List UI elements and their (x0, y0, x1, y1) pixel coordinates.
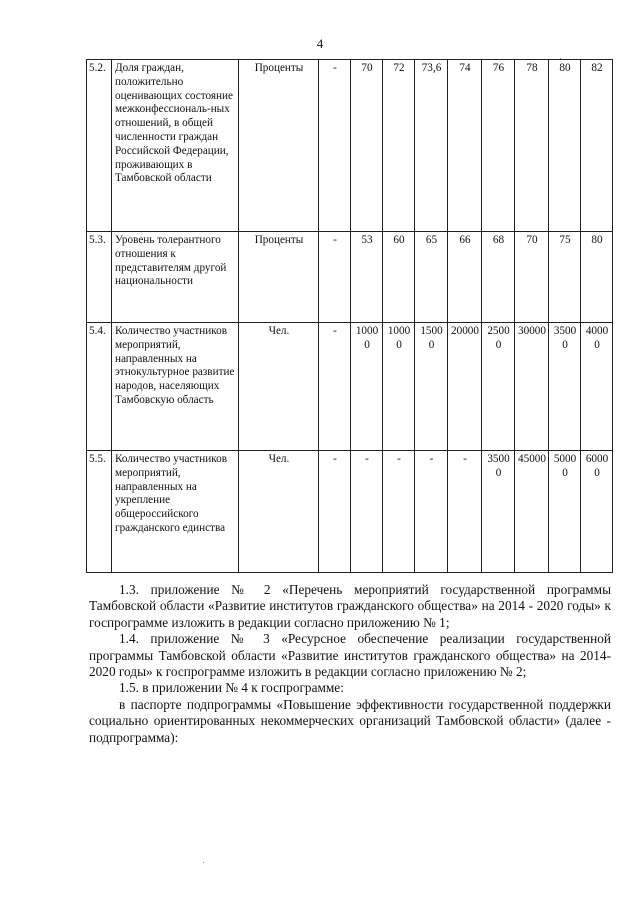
page-number: 4 (316, 36, 324, 51)
value-cell: 80 (549, 60, 581, 232)
value-cell: 45000 (515, 451, 549, 573)
value-cell: - (319, 232, 351, 323)
value-cell: 68 (482, 232, 515, 323)
body-text (89, 582, 611, 746)
table-row (87, 323, 613, 451)
value-cell: 60 (383, 232, 415, 323)
value-cell: - (319, 60, 351, 232)
value-cell: 25000 (482, 323, 515, 451)
value-cell: 65 (415, 232, 448, 323)
value-cell: - (351, 451, 383, 573)
value-cell: - (319, 451, 351, 573)
value-cell: 73,6 (415, 60, 448, 232)
value-cell: 40000 (581, 323, 613, 451)
value-cell: 35000 (482, 451, 515, 573)
value-cell: 60000 (581, 451, 613, 573)
table-row (87, 451, 613, 573)
scan-speck (560, 58, 561, 59)
value-cell: 53 (351, 232, 383, 323)
scan-speck (203, 862, 204, 863)
row-number: 5.2. (87, 60, 112, 232)
value-cell: 80 (581, 232, 613, 323)
table-body (87, 60, 613, 573)
value-cell: 20000 (448, 323, 482, 451)
value-cell: 70 (515, 232, 549, 323)
value-cell: 10000 (383, 323, 415, 451)
value-cell: 72 (383, 60, 415, 232)
value-cell: - (319, 323, 351, 451)
value-cell: 15000 (415, 323, 448, 451)
value-cell: 35000 (549, 323, 581, 451)
value-cell: 82 (581, 60, 613, 232)
indicator-name: Уровень толерантного отношения к представителям другой национальности (112, 232, 239, 323)
value-cell: 10000 (351, 323, 383, 451)
unit-cell: Чел. (239, 323, 319, 451)
indicator-name: Количество участников мероприятий, направленных на укрепление общероссийского гражданского единства (112, 451, 239, 573)
indicators-table (86, 59, 613, 573)
unit-cell: Проценты (239, 60, 319, 232)
unit-cell: Чел. (239, 451, 319, 573)
paragraph: 1.5. в приложении № 4 к госпрограмме: (119, 680, 344, 696)
value-cell: 30000 (515, 323, 549, 451)
value-cell: 76 (482, 60, 515, 232)
value-cell: - (383, 451, 415, 573)
paragraph: 1.4. приложение № 3 «Ресурсное обеспечение реализации государственной программы Тамбовской области «Развитие институтов гражданского общества» на 2014-2020 годы» к госпрограмме изложить в редакции согласно приложению № 2; (89, 631, 611, 680)
paragraph: 1.3. приложение № 2 «Перечень мероприятий государственной программы Тамбовской области «Развитие институтов гражданского общества» на 2014 - 2020 годы» к госпрограмме изложить в редакции согласно приложению № 1; (89, 582, 611, 630)
row-number: 5.4. (87, 323, 112, 451)
value-cell: 78 (515, 60, 549, 232)
indicator-name: Доля граждан, положительно оценивающих состояние межконфессиональ-ных отношений, в общей численности граждан Российской Федерации, проживающих в Тамбовской области (112, 60, 239, 232)
value-cell: 75 (549, 232, 581, 323)
value-cell: 50000 (549, 451, 581, 573)
value-cell: 66 (448, 232, 482, 323)
paragraph: в паспорте подпрограммы «Повышение эффективности государственной поддержки социально ориентированных некоммерческих организаций Тамбовской области» (далее - подпрограмма): (89, 696, 611, 745)
row-number: 5.5. (87, 451, 112, 573)
value-cell: - (415, 451, 448, 573)
indicator-name: Количество участников мероприятий, направленных на этнокультурное развитие народов, населяющих Тамбовскую область (112, 323, 239, 451)
value-cell: - (448, 451, 482, 573)
table-row (87, 232, 613, 323)
value-cell: 74 (448, 60, 482, 232)
table-row (87, 60, 613, 232)
row-number: 5.3. (87, 232, 112, 323)
value-cell: 70 (351, 60, 383, 232)
unit-cell: Проценты (239, 232, 319, 323)
